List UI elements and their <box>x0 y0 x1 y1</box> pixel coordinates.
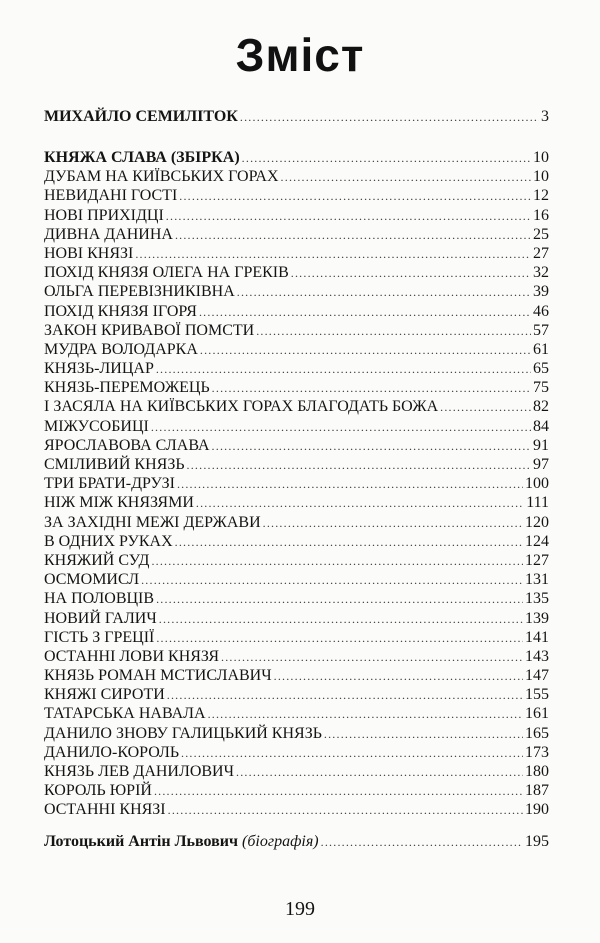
toc-entry[interactable] <box>44 397 549 416</box>
toc-entry-label: НІЖ МІЖ КНЯЗЯМИ <box>44 494 194 512</box>
toc-entry-label: ЗА ЗАХІДНІ МЕЖІ ДЕРЖАВИ <box>44 513 261 531</box>
toc-entry-label: ОСМОМИСЛ <box>44 571 140 589</box>
toc-entry-label: ОСТАННІ ЛОВИ КНЯЗЯ <box>44 647 219 665</box>
dot-leader <box>151 418 531 437</box>
toc-entry-page: 173 <box>525 743 549 761</box>
toc-entry-page: 124 <box>525 532 549 550</box>
toc-entry[interactable] <box>44 282 549 301</box>
dot-leader <box>274 667 523 686</box>
toc-entry-label: НА ПОЛОВЦІВ <box>44 590 155 608</box>
dot-leader <box>242 149 531 168</box>
toc-entry-label: КНЯЖИЙ СУД <box>44 551 150 569</box>
toc-entry[interactable] <box>44 570 549 589</box>
toc-entry-page: 84 <box>533 417 549 435</box>
toc-entry[interactable] <box>44 513 549 532</box>
dot-leader <box>237 283 531 302</box>
toc-entry[interactable] <box>44 302 549 321</box>
toc-collection-heading[interactable] <box>44 148 549 167</box>
toc-entry[interactable] <box>44 493 549 512</box>
dot-leader <box>196 494 524 513</box>
toc-entry-label: ЗАКОН КРИВАВОЇ ПОМСТИ <box>44 321 255 339</box>
toc-entry-page: 16 <box>533 206 549 224</box>
dot-leader <box>291 264 531 283</box>
toc-entry-label: ОЛЬГА ПЕРЕВІЗНИКІВНА <box>44 283 235 301</box>
toc-entry-label: НЕВИДАНІ ГОСТІ <box>44 187 178 205</box>
toc-entry-page: 180 <box>525 763 549 780</box>
toc-entry-semilitok[interactable] <box>44 107 549 126</box>
dot-leader <box>175 226 531 245</box>
toc-entry[interactable] <box>44 436 549 455</box>
toc-entry-label: КОРОЛЬ ЮРІЙ <box>44 782 152 800</box>
dot-leader <box>200 341 531 360</box>
toc-entry[interactable] <box>44 609 549 628</box>
toc-entry-page: 139 <box>525 609 549 627</box>
toc-entry-page: 57 <box>533 321 549 339</box>
toc-entry-page: 143 <box>525 647 549 665</box>
toc-entry[interactable] <box>44 800 549 819</box>
toc-entry-page: 65 <box>533 360 549 378</box>
dot-leader <box>151 552 523 571</box>
toc-entry[interactable] <box>44 532 549 551</box>
toc-entry-page: 190 <box>525 801 549 819</box>
toc-entry-page: 27 <box>533 244 549 262</box>
toc-entry-label: ТРИ БРАТИ-ДРУЗІ <box>44 475 175 493</box>
toc-entry[interactable] <box>44 417 549 436</box>
toc-entry-page: 82 <box>533 398 549 416</box>
dot-leader <box>187 456 531 475</box>
toc-entry-label: НОВІ КНЯЗІ <box>44 244 134 262</box>
toc-entry[interactable] <box>44 263 549 282</box>
toc-entry-page: 131 <box>525 571 549 589</box>
dot-leader <box>179 187 531 206</box>
toc-entry-page: 100 <box>525 475 549 493</box>
toc-entry[interactable] <box>44 704 549 723</box>
toc-entry-label: МІЖУСОБИЦІ <box>44 417 149 435</box>
toc-entry[interactable] <box>44 781 549 800</box>
biography-note: (біографія) <box>242 833 319 850</box>
toc-entry-page: 97 <box>533 456 549 473</box>
dot-leader <box>141 571 523 590</box>
dot-leader <box>168 801 523 820</box>
toc-entry[interactable] <box>44 225 549 244</box>
toc-entry-page: 111 <box>526 494 549 512</box>
toc-entry[interactable] <box>44 206 549 225</box>
dot-leader <box>177 475 523 494</box>
toc-entry-label: МИХАЙЛО СЕМИЛІТОК <box>44 108 238 125</box>
dot-leader <box>166 207 531 226</box>
toc-entry[interactable] <box>44 762 549 781</box>
toc-entry-label: ГІСТЬ З ГРЕЦІЇ <box>44 628 155 646</box>
toc-item-list <box>44 167 549 819</box>
dot-leader <box>167 686 523 705</box>
toc-entry[interactable] <box>44 455 549 474</box>
toc-entry[interactable] <box>44 359 549 378</box>
toc-entry-label: ДАНИЛО-КОРОЛЬ <box>44 743 180 761</box>
toc-entry-page: 10 <box>533 168 549 186</box>
dot-leader <box>156 360 531 379</box>
dot-leader <box>256 322 531 341</box>
toc-entry-label: І ЗАСЯЛА НА КИЇВСЬКИХ ГОРАХ БЛАГОДАТЬ БОЖА <box>44 398 439 416</box>
toc-entry-label: КНЯЗЬ-ПЕРЕМОЖЕЦЬ <box>44 379 210 397</box>
toc-entry-label: ЯРОСЛАВОВА СЛАВА <box>44 436 210 454</box>
toc-entry-page: 12 <box>533 187 549 205</box>
toc-entry[interactable] <box>44 666 549 685</box>
toc-collection-section <box>44 148 549 820</box>
toc-entry-page: 39 <box>533 283 549 301</box>
toc-entry-page: 165 <box>525 724 549 742</box>
dot-leader <box>440 398 531 417</box>
dot-leader <box>236 763 523 782</box>
dot-leader <box>240 108 539 127</box>
toc-entry-label: ДИВНА ДАНИНА <box>44 225 173 243</box>
dot-leader <box>208 705 523 724</box>
toc-entry-label: ДАНИЛО ЗНОВУ ГАЛИЦЬКИЙ КНЯЗЬ <box>44 724 322 742</box>
dot-leader <box>154 782 523 801</box>
toc-entry-page: 127 <box>525 551 549 569</box>
dot-leader <box>199 303 531 322</box>
toc-entry-page: 120 <box>525 513 549 531</box>
dot-leader <box>156 629 523 648</box>
toc-entry[interactable] <box>44 589 549 608</box>
author-name: Лотоцький Антін Львович <box>44 833 238 850</box>
toc-entry-label: НОВИЙ ГАЛИЧ <box>44 609 157 627</box>
toc-entry-label: ПОХІД КНЯЗЯ ОЛЕГА НА ГРЕКІВ <box>44 264 289 282</box>
toc-entry[interactable] <box>44 378 549 397</box>
page-title: Зміст <box>235 29 365 81</box>
toc-entry[interactable] <box>44 474 549 493</box>
dot-leader <box>212 437 531 456</box>
toc-entry[interactable] <box>44 186 549 205</box>
toc-entry-label: ДУБАМ НА КИЇВСЬКИХ ГОРАХ <box>44 168 279 186</box>
page-number: 199 <box>285 898 315 920</box>
toc-entry-label: МУДРА ВОЛОДАРКА <box>44 340 198 358</box>
toc-entry-label: ПОХІД КНЯЗЯ ІГОРЯ <box>44 302 197 320</box>
toc-entry[interactable] <box>44 628 549 647</box>
toc-entry-label: СМІЛИВИЙ КНЯЗЬ <box>44 456 185 473</box>
dot-leader <box>263 514 523 533</box>
dot-leader <box>135 245 531 264</box>
toc-entry[interactable] <box>44 167 549 186</box>
dot-leader <box>321 833 523 852</box>
dot-leader <box>175 533 523 552</box>
toc-entry-page: 91 <box>533 436 549 454</box>
toc-entry[interactable] <box>44 321 549 340</box>
toc-entry-label: ОСТАННІ КНЯЗІ <box>44 801 166 819</box>
toc-entry-page: 141 <box>525 628 549 646</box>
toc-entry-label: КНЯЗЬ ЛЕВ ДАНИЛОВИЧ <box>44 763 235 780</box>
toc-entry-page: 61 <box>533 340 549 358</box>
toc-entry[interactable] <box>44 724 549 743</box>
toc-entry-page: 155 <box>525 686 549 704</box>
toc-entry-label: В ОДНИХ РУКАХ <box>44 532 173 550</box>
toc-entry-label: КНЯЗЬ-ЛИЦАР <box>44 360 154 378</box>
toc-entry-page: 25 <box>533 225 549 243</box>
toc-entry-page: 195 <box>525 833 549 850</box>
toc-entry-page: 32 <box>533 264 549 282</box>
toc-entry-page: 147 <box>525 667 549 685</box>
dot-leader <box>221 648 523 667</box>
toc-entry[interactable] <box>44 685 549 704</box>
dot-leader <box>281 168 531 187</box>
dot-leader <box>212 379 531 398</box>
dot-leader <box>181 744 523 763</box>
toc-bottom-section <box>44 832 549 851</box>
toc-entry-page: 135 <box>525 590 549 608</box>
toc-entry-biography[interactable] <box>44 832 549 851</box>
toc-entry-label <box>44 832 319 851</box>
toc-entry[interactable] <box>44 743 549 762</box>
dot-leader <box>324 725 523 744</box>
toc-entry[interactable] <box>44 647 549 666</box>
toc-entry[interactable] <box>44 244 549 263</box>
toc-entry[interactable] <box>44 340 549 359</box>
dot-leader <box>159 610 523 629</box>
toc-entry-label: КНЯЖІ СИРОТИ <box>44 686 165 704</box>
toc-entry-page: 75 <box>533 379 549 397</box>
dot-leader <box>156 590 523 609</box>
toc-entry-label: НОВІ ПРИХІДЦІ <box>44 206 164 224</box>
toc-entry-page: 161 <box>525 705 549 723</box>
toc-entry-page: 10 <box>533 149 549 166</box>
toc-top-section <box>44 107 549 126</box>
toc-entry-page: 3 <box>541 108 549 125</box>
toc-entry-page: 187 <box>525 782 549 800</box>
toc-entry-label: КНЯЖА СЛАВА (ЗБІРКА) <box>44 149 240 166</box>
toc-entry-page: 46 <box>533 302 549 320</box>
toc-entry[interactable] <box>44 551 549 570</box>
toc-entry-label: ТАТАРСЬКА НАВАЛА <box>44 705 206 723</box>
toc-entry-label: КНЯЗЬ РОМАН МСТИСЛАВИЧ <box>44 667 272 685</box>
